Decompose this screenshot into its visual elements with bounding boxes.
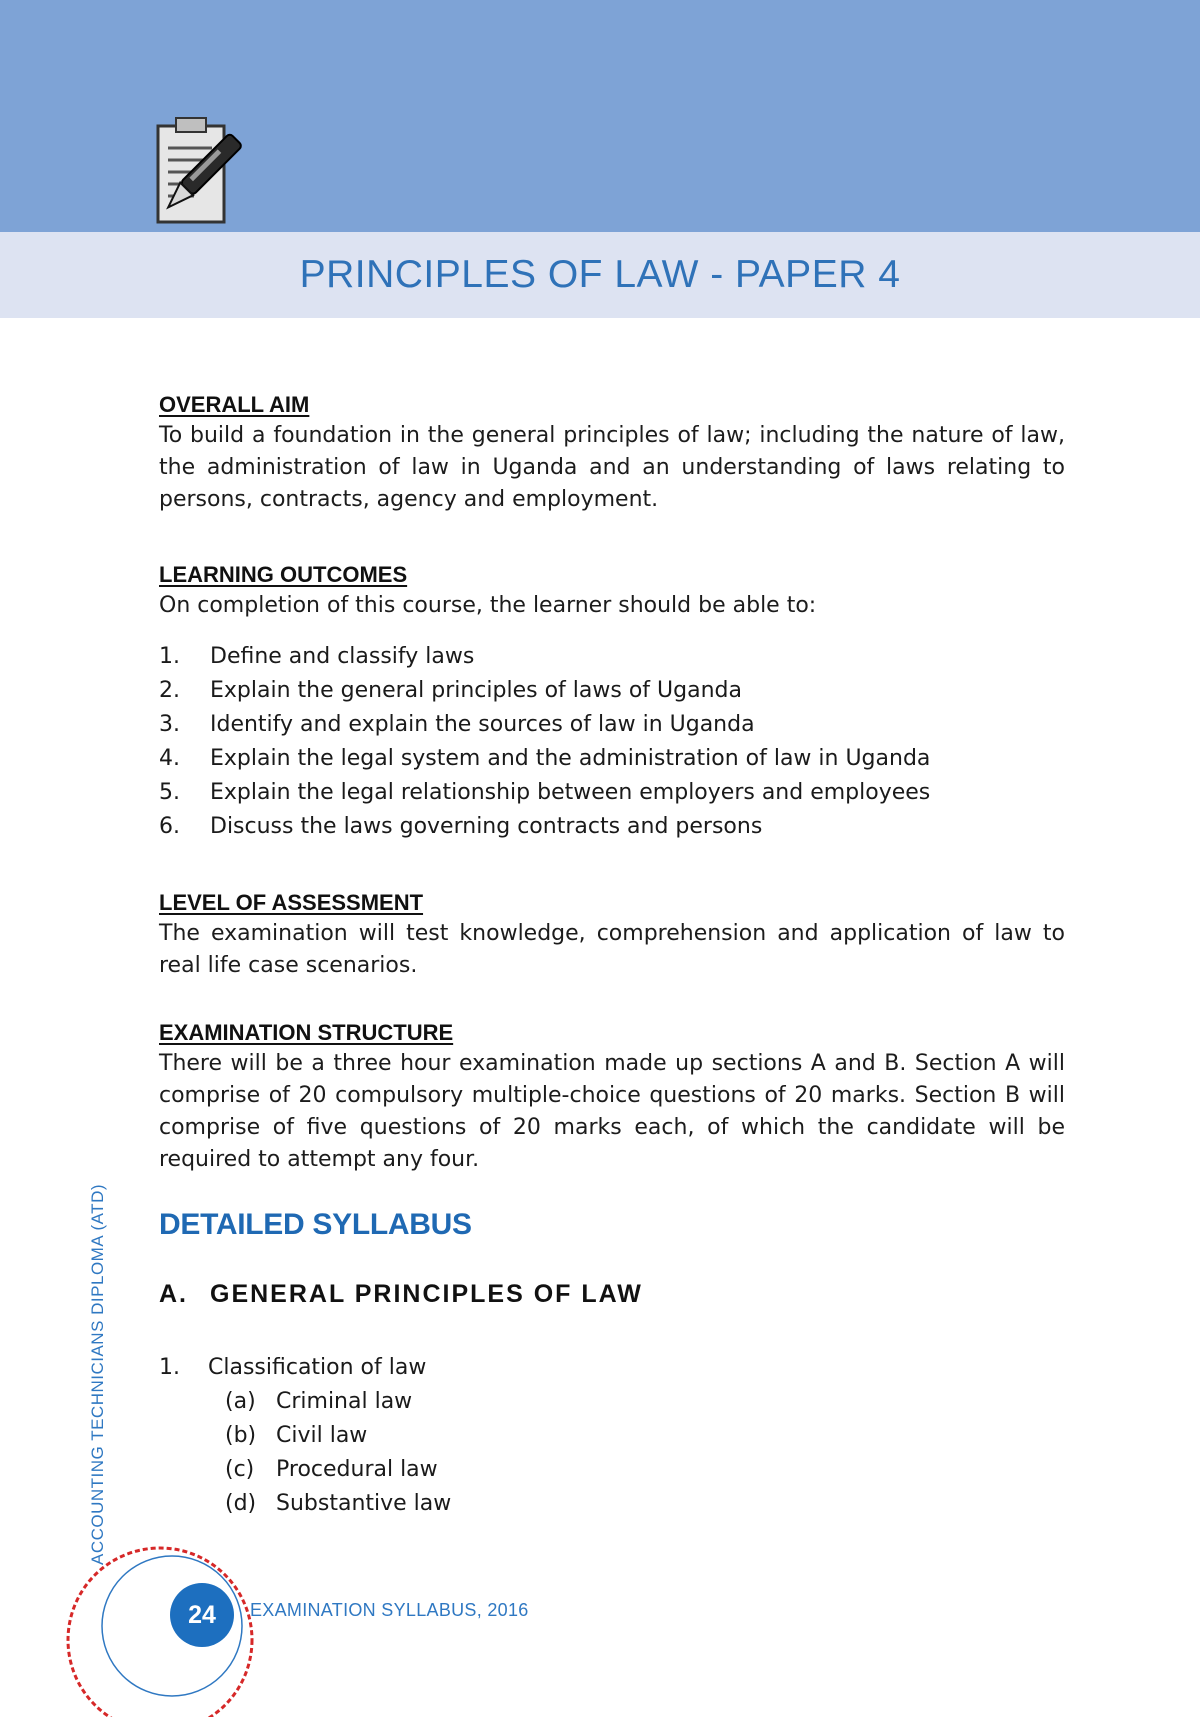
learning-outcomes-intro: On completion of this course, the learner should be able to: [159,593,817,618]
list-item: (d) Substantive law [225,1491,452,1516]
list-item: 6. Discuss the laws governing contracts and persons [159,814,763,839]
overall-aim-heading: OVERALL AIM [159,392,310,417]
list-item: (c) Procedural law [225,1457,438,1482]
topic-sub-items [159,1385,1065,1521]
side-running-title: ACCOUNTING TECHNICIANS DIPLOMA (ATD) [88,1183,107,1565]
page-number: 24 [170,1583,234,1647]
section-heading [159,1280,1065,1309]
level-of-assessment-heading: LEVEL OF ASSESSMENT [159,890,424,915]
learning-outcomes-heading: LEARNING OUTCOMES [159,562,408,587]
main-content [159,392,1065,1521]
level-of-assessment-text: The examination will test knowledge, comprehension and application of law to real life case scenarios. [159,921,1065,978]
footer-title: EXAMINATION SYLLABUS, 2016 [250,1600,529,1620]
section-title: GENERAL PRINCIPLES OF LAW [210,1280,643,1308]
list-item: 2. Explain the general principles of laws of Uganda [159,678,742,703]
examination-structure-heading: EXAMINATION STRUCTURE [159,1020,454,1045]
list-item: 3. Identify and explain the sources of law in Uganda [159,712,755,737]
clipboard-pen-icon [150,112,258,226]
list-item: 5. Explain the legal relationship between employers and employees [159,780,931,805]
topic-title: Classification of law [208,1355,427,1380]
page-title: PRINCIPLES OF LAW - PAPER 4 [299,253,901,296]
section-letter: A. [159,1280,188,1308]
list-item: (b) Civil law [225,1423,368,1448]
topic-number: 1. [159,1355,180,1380]
list-item: 1. Define and classify laws [159,644,475,669]
overall-aim-text: To build a foundation in the general principles of law; including the nature of law, the administration of law in Uganda and an understanding of laws relating to persons, contracts, agency and employment. [159,423,1065,512]
examination-structure-text: There will be a three hour examination made up sections A and B. Section A will comprise of 20 compulsory multiple-choice questions of 20 marks. Section B will comprise of five questions of 20 marks each, of which the candidate will be required to attempt any four. [159,1051,1065,1172]
list-item: (a) Criminal law [225,1389,413,1414]
detailed-syllabus-heading: DETAILED SYLLABUS [159,1208,472,1241]
topic-heading [159,1351,1065,1385]
list-item: 4. Explain the legal system and the administration of law in Uganda [159,746,931,771]
learning-outcomes-list [159,640,1065,844]
